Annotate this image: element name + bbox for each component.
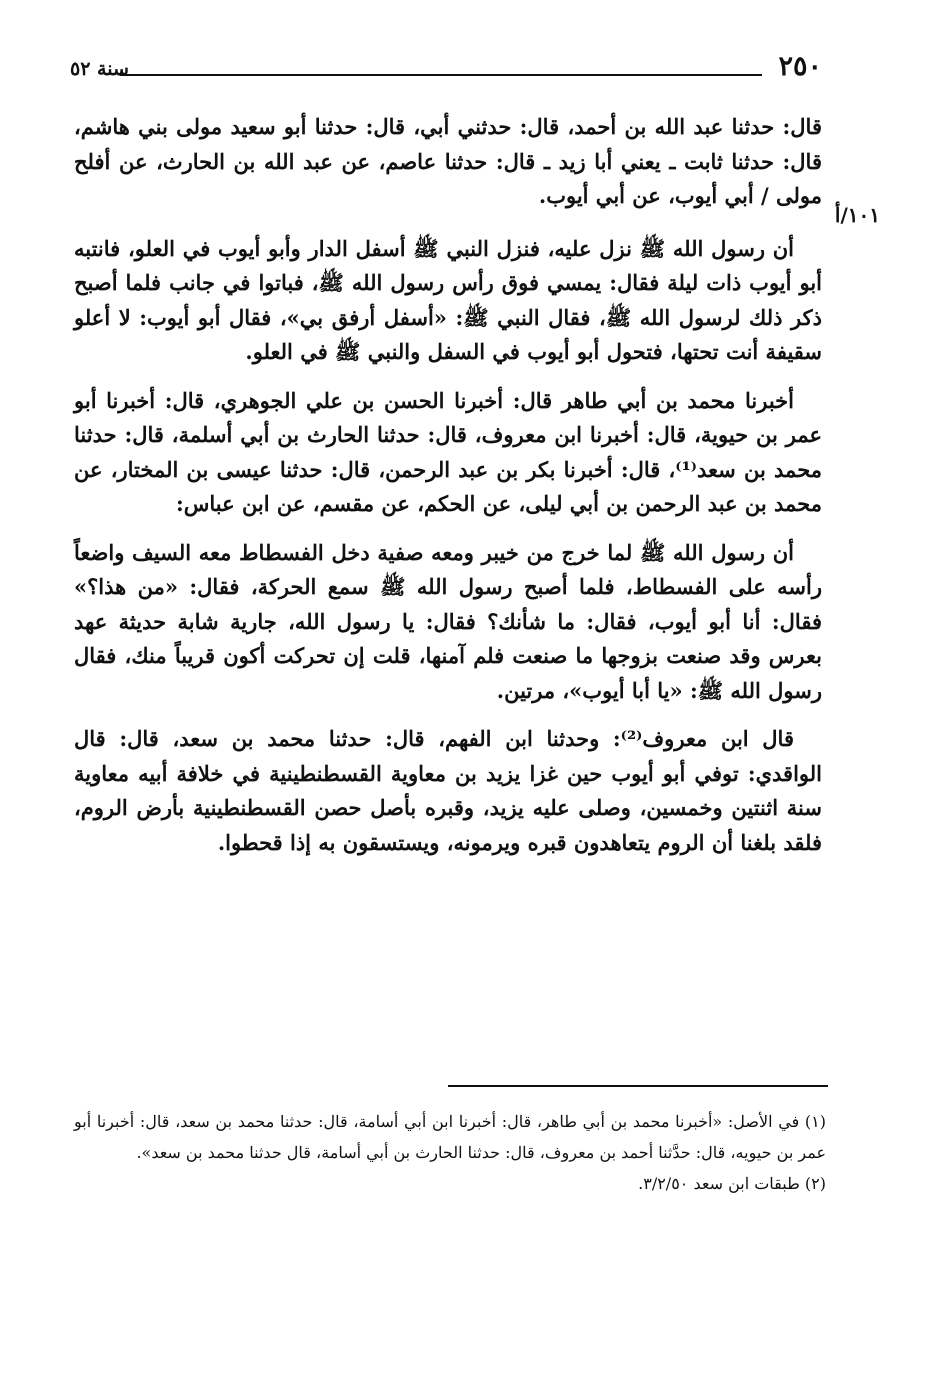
page-header bbox=[70, 50, 822, 86]
header-rule bbox=[120, 74, 762, 76]
paragraph-hadith-2 bbox=[74, 536, 822, 709]
paragraph-text: أن رسول الله ﷺ نزل عليه، فنزل النبي ﷺ أسفل الدار وأبو أيوب في العلو، فانتبه أبو أيوب ذات ليلة فقال: يمسي فوق رأس رسول الله ﷺ، فباتوا في جانب فلما أصبح ذكر ذلك لرسول الله ﷺ، فقال النبي ﷺ: «أسفل أرفق بي»، فقال أبو أيوب: لا أعلو سقيفة أنت تحتها، فتحول أبو أيوب في السفل والنبي ﷺ في العلو. bbox=[74, 235, 822, 364]
paragraph-hadith-1 bbox=[74, 232, 822, 370]
footnotes bbox=[74, 1106, 826, 1199]
manuscript-folio-marker: ١٠١/أ bbox=[834, 203, 880, 227]
paragraph-waqidi bbox=[74, 722, 822, 860]
page-number: ٢٥٠ bbox=[778, 51, 822, 82]
footnote-rule bbox=[448, 1085, 828, 1087]
footnote-2: (٢) طبقات ابن سعد ٣/٢/٥٠. bbox=[638, 1174, 826, 1193]
footnote-1: (١) في الأصل: «أخبرنا محمد بن أبي طاهر، قال: أخبرنا ابن أبي أسامة، قال: حدثنا محمد بن سعد، قال: أخبرنا أبو عمر بن حيويه، قال: حدَّثنا أحمد بن معروف، قال: حدثنا الحارث بن أبي أسامة، قال حدثنا محمد بن سعد». bbox=[74, 1112, 826, 1162]
paragraph-isnad-1: قال: حدثنا عبد الله بن أحمد، قال: حدثني أبي، قال: حدثنا أبو سعيد مولى بني هاشم، قال: حدثنا ثابت ـ يعني أبا زيد ـ قال: حدثنا عاصم، عن عبد الله بن الحارث، عن أفلح مولى / أبي أيوب، عن أبي أيوب. bbox=[74, 114, 822, 208]
paragraph-text: قال ابن معروف⁽²⁾: وحدثنا ابن الفهم، قال: حدثنا محمد بن سعد، قال: قال الواقدي: توفي أبو أيوب حين غزا يزيد بن معاوية القسطنطينية في خلافة أبيه معاوية سنة اثنتين وخمسين، وصلى عليه يزيد، وقبره بأصل حصن القسطنطينية بأرض الروم، فلقد بلغنا أن الروم يتعاهدون قبره ويرمونه، ويستسقون به إذا قحطوا. bbox=[74, 726, 822, 855]
main-text bbox=[74, 110, 822, 874]
paragraph-isnad-2 bbox=[74, 384, 822, 522]
year-label: سنة ٥٢ bbox=[70, 58, 129, 80]
paragraph-text: أن رسول الله ﷺ لما خرج من خيبر ومعه صفية دخل الفسطاط معه السيف واضعاً رأسه على الفسطاط، فلما أصبح رسول الله ﷺ سمع الحركة، فقال: «من هذا؟» فقال: أنا أبو أيوب، فقال: ما شأنك؟ فقال: يا رسول الله، جارية شابة حديثة عهد بعرس وقد صنعت بزوجها ما صنعت فلم آمنها، قلت إن تحركت أكون قريباً منك، فقال رسول الله ﷺ: «يا أبا أيوب»، مرتين. bbox=[74, 539, 822, 703]
paragraph-text: أخبرنا محمد بن أبي طاهر قال: أخبرنا الحسن بن علي الجوهري، قال: أخبرنا أبو عمر بن حيوية، قال: أخبرنا ابن معروف، قال: حدثنا الحارث بن أبي أسلمة، قال: حدثنا محمد بن سعد⁽¹⁾، قال: أخبرنا بكر بن عبد الرحمن، قال: حدثنا عيسى بن المختار، عن محمد بن عبد الرحمن بن أبي ليلى، عن الحكم، عن مقسم، عن ابن عباس: bbox=[74, 387, 822, 516]
